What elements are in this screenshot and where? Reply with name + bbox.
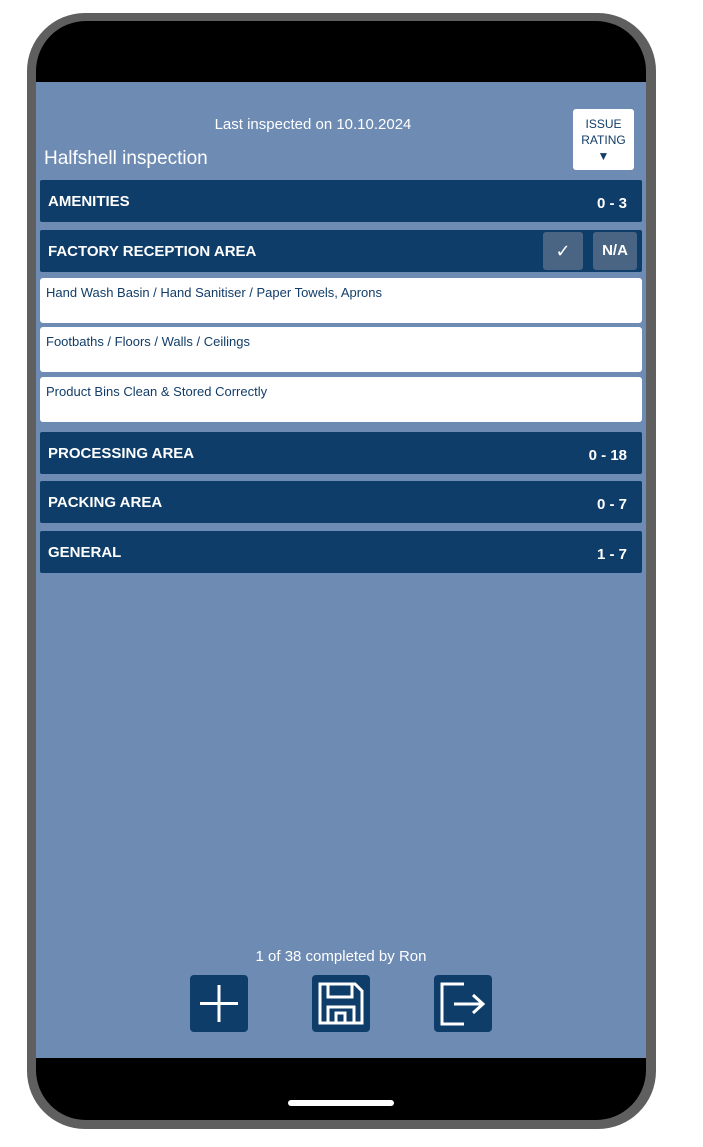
section-label: PACKING AREA	[48, 494, 163, 511]
section-label: FACTORY RECEPTION AREA	[48, 243, 257, 260]
section-count: 0 - 3	[596, 195, 627, 212]
na-button[interactable]: N/A	[593, 232, 637, 270]
exit-button[interactable]	[434, 975, 492, 1032]
phone-screen-bezel	[36, 21, 646, 1120]
section-amenities[interactable]	[40, 180, 642, 222]
section-label: GENERAL	[48, 544, 122, 561]
issue-rating-line1: ISSUE	[585, 117, 622, 131]
checklist-item-label: Footbaths / Floors / Walls / Ceilings	[46, 334, 250, 349]
last-inspected-text: Last inspected on 10.10.2024	[214, 116, 412, 133]
checklist-item-label: Product Bins Clean & Stored Correctly	[46, 384, 268, 399]
caret-down-icon: ▼	[597, 149, 610, 163]
section-general[interactable]	[40, 531, 642, 573]
app-screen	[36, 82, 646, 1058]
check-all-button[interactable]: ✓	[543, 232, 583, 270]
checklist-item[interactable]	[40, 278, 642, 323]
save-button[interactable]	[312, 975, 370, 1032]
section-processing-area[interactable]	[40, 432, 642, 474]
checklist-item-label: Hand Wash Basin / Hand Sanitiser / Paper Towels, Aprons	[46, 285, 383, 300]
section-packing-area[interactable]	[40, 481, 642, 523]
section-label: AMENITIES	[48, 193, 130, 210]
section-count: 0 - 18	[588, 447, 627, 464]
issue-rating-button[interactable]	[573, 109, 634, 170]
save-icon	[312, 975, 370, 1032]
issue-rating-line2: RATING	[581, 133, 626, 147]
plus-icon	[190, 975, 248, 1032]
home-indicator	[288, 1100, 394, 1106]
section-label: PROCESSING AREA	[48, 445, 195, 462]
section-count: 0 - 7	[596, 496, 627, 513]
checklist-item[interactable]	[40, 327, 642, 372]
page-title: Halfshell inspection	[44, 148, 208, 169]
section-count: 1 - 7	[596, 546, 627, 563]
add-button[interactable]	[190, 975, 248, 1032]
completion-status: 1 of 38 completed by Ron	[255, 948, 427, 965]
section-factory-reception-area[interactable]	[40, 230, 642, 272]
exit-icon	[434, 975, 492, 1032]
checklist-item[interactable]	[40, 377, 642, 422]
